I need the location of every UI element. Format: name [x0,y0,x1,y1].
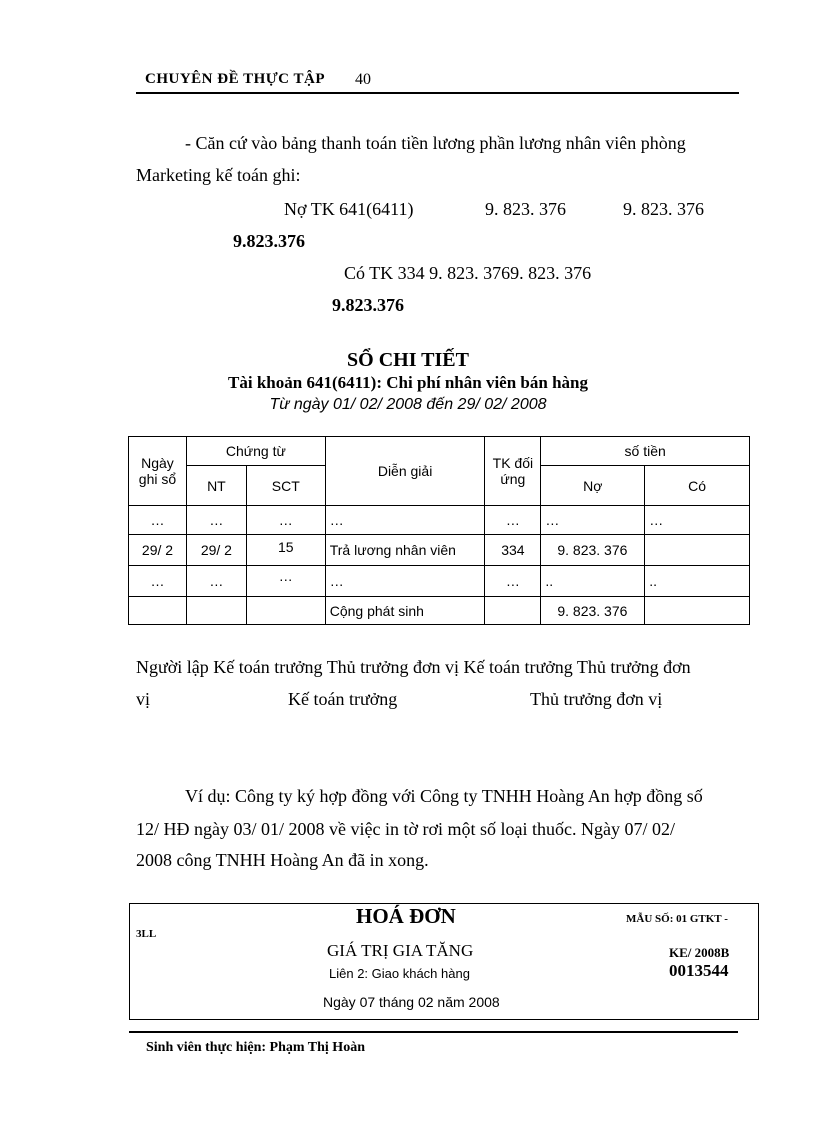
student-name: Sinh viên thực hiện: Phạm Thị Hoàn [146,1040,365,1055]
invoice-subtitle: GIÁ TRỊ GIA TĂNG [327,941,474,960]
col-header-account: TK đối ứng [485,437,541,506]
ledger-title: SỔ CHI TIẾT [347,349,469,371]
cell-sct: … [246,506,325,535]
page-number: 40 [355,71,371,88]
cell-desc: Cộng phát sinh [325,597,485,625]
example-line-1: Ví dụ: Công ty ký hợp đồng với Công ty TNHH Hoàng An hợp đồng số [185,786,703,806]
cell-desc: Trả lương nhân viên [325,535,485,566]
journal-debit-amount-2: 9. 823. 376 [623,199,704,219]
header-divider [136,92,739,94]
cell-acc [485,597,541,625]
cell-desc: … [325,506,485,535]
col-header-description: Diễn giải [325,437,485,506]
cell-acc: … [485,506,541,535]
intro-line-1: - Căn cứ vào bảng thanh toán tiền lương phần lương nhân viên phòng [185,133,686,153]
invoice-copy: Liên 2: Giao khách hàng [329,966,470,981]
footer-divider [129,1031,738,1033]
cell-sct: … [246,566,325,597]
col-header-nt: NT [186,466,246,506]
journal-debit-account: Nợ TK 641(6411) [284,199,414,219]
cell-nt [186,597,246,625]
intro-line-2: Marketing kế toán ghi: [136,165,301,185]
cell-desc: … [325,566,485,597]
ledger-period: Từ ngày 01/ 02/ 2008 đến 29/ 02/ 2008 [269,396,547,413]
journal-credit-entry: Có TK 334 9. 823. 3769. 823. 376 [344,263,592,283]
journal-credit-amount: 9.823.376 [332,295,404,315]
invoice-title: HOÁ ĐƠN [356,904,456,928]
col-header-amount: số tiền [541,437,750,466]
ledger-account: Tài khoản 641(6411): Chi phí nhân viên bán hàng [228,373,588,392]
journal-debit-amount-1: 9. 823. 376 [485,199,566,219]
cell-date [129,597,187,625]
cell-nt: … [186,506,246,535]
page-header-title: CHUYÊN ĐỀ THỰC TẬP [145,71,325,87]
cell-credit: .. [645,566,750,597]
cell-date: … [129,506,187,535]
invoice-form-no: MẪU SỐ: 01 GTKT - [626,913,728,925]
journal-debit-amount-3: 9.823.376 [233,231,305,251]
table-row [129,566,750,597]
cell-date: 29/ 2 [129,535,187,566]
cell-credit [645,535,750,566]
table-row [129,535,750,566]
example-line-3: 2008 công TNHH Hoàng An đã in xong. [136,850,429,870]
cell-nt: … [186,566,246,597]
col-header-debit: Nợ [541,466,645,506]
cell-debit: 9. 823. 376 [541,597,645,625]
signature-line-1: Người lập Kế toán trưởng Thủ trưởng đơn vị Kế toán trưởng Thủ trưởng đơn [136,657,691,677]
col-header-voucher: Chứng từ [186,437,325,466]
table-row-total [129,597,750,625]
col-header-credit: Có [645,466,750,506]
cell-acc: 334 [485,535,541,566]
invoice-form-suffix: 3LL [136,928,157,940]
ledger-table [128,436,750,625]
cell-debit: … [541,506,645,535]
cell-sct [246,597,325,625]
table-row [129,506,750,535]
col-header-date: Ngày ghi sổ [129,437,187,506]
cell-debit: 9. 823. 376 [541,535,645,566]
signature-line-2b: Kế toán trưởng [288,689,398,709]
cell-acc: … [485,566,541,597]
signature-line-2a: vị [136,689,151,709]
cell-credit: … [645,506,750,535]
example-line-2: 12/ HĐ ngày 03/ 01/ 2008 về việc in tờ rơi một số loại thuốc. Ngày 07/ 02/ [136,819,675,839]
cell-credit [645,597,750,625]
invoice-series: KE/ 2008B [669,945,730,960]
signature-line-2c: Thủ trưởng đơn vị [530,689,663,709]
invoice-number: 0013544 [669,961,729,980]
col-header-sct: SCT [246,466,325,506]
cell-date: … [129,566,187,597]
invoice-date: Ngày 07 tháng 02 năm 2008 [323,994,500,1010]
cell-debit: .. [541,566,645,597]
cell-sct: 15 [246,535,325,566]
cell-nt: 29/ 2 [186,535,246,566]
